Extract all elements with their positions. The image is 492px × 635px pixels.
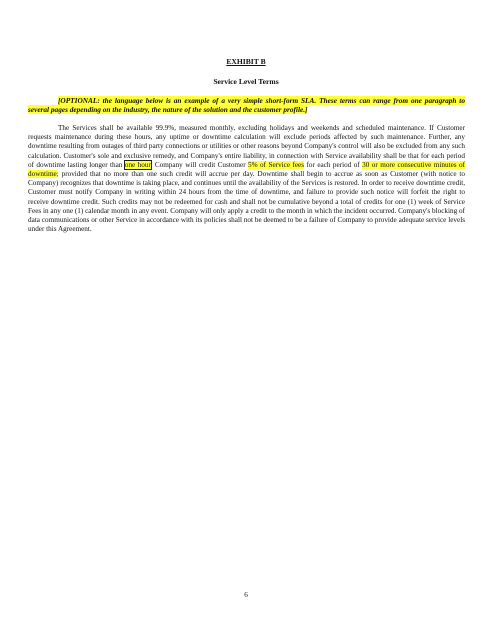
service-level-paragraph	[28, 124, 465, 234]
exhibit-title: EXHIBIT B	[226, 57, 266, 66]
paragraph-text-part3: for each period of	[304, 160, 363, 169]
highlight-service-fees: 5% of Service fees	[248, 160, 305, 169]
page-number: 6	[244, 591, 248, 599]
paragraph-text-part2: , Company will credit Customer	[150, 160, 249, 169]
section-title: Service Level Terms	[213, 77, 279, 86]
highlight-one-hour: one hour	[124, 160, 151, 169]
optional-note	[28, 96, 465, 114]
paragraph-text-part1: The Services shall be available 99.9%, measured monthly, excluding holidays and weekends and scheduled maintenance. If Customer requests maintenance during these hours, any uptime or downtime calculation will exclude periods affected by such maintenance. Further, any downtime resulting from outages of third party connections or utilities or other reasons beyond Company's control will also be excluded from any such calculation. Customer's sole and exclusive remedy, and Company's entire liability, in connection with Service availability shall be that for each period of downtime lasting longer than	[28, 124, 465, 169]
optional-note-text: [OPTIONAL: the language below is an example of a very simple short-form SLA. These terms can range from one paragraph to several pages depending on the industry, the nature of the solution and the customer profile.]	[28, 96, 465, 115]
highlight-consecutive-minutes: 30 or more consecutive minutes of downtime	[28, 160, 465, 179]
paragraph-text-part4: ; provided that no more than one such credit will accrue per day. Downtime shall begin to accrue as soon as Customer (with notice to Company) recognizes that downtime is taking place, and continues until the availability of the Services is restored. In order to receive downtime credit, Customer must notify Company in writing within 24 hours from the time of downtime, and failure to provide such notice will forfeit the right to receive downtime credit. Such credits may not be redeemed for cash and shall not be cumulative beyond a total of credits for one (1) week of Service Fees in any one (1) calendar month in any event. Company will only apply a credit to the month in which the incident occurred. Company's blocking of data communications or other Service in accordance with its policies shall not be deemed to be a failure of Company to provide adequate service levels under this Agreement.	[28, 170, 465, 234]
